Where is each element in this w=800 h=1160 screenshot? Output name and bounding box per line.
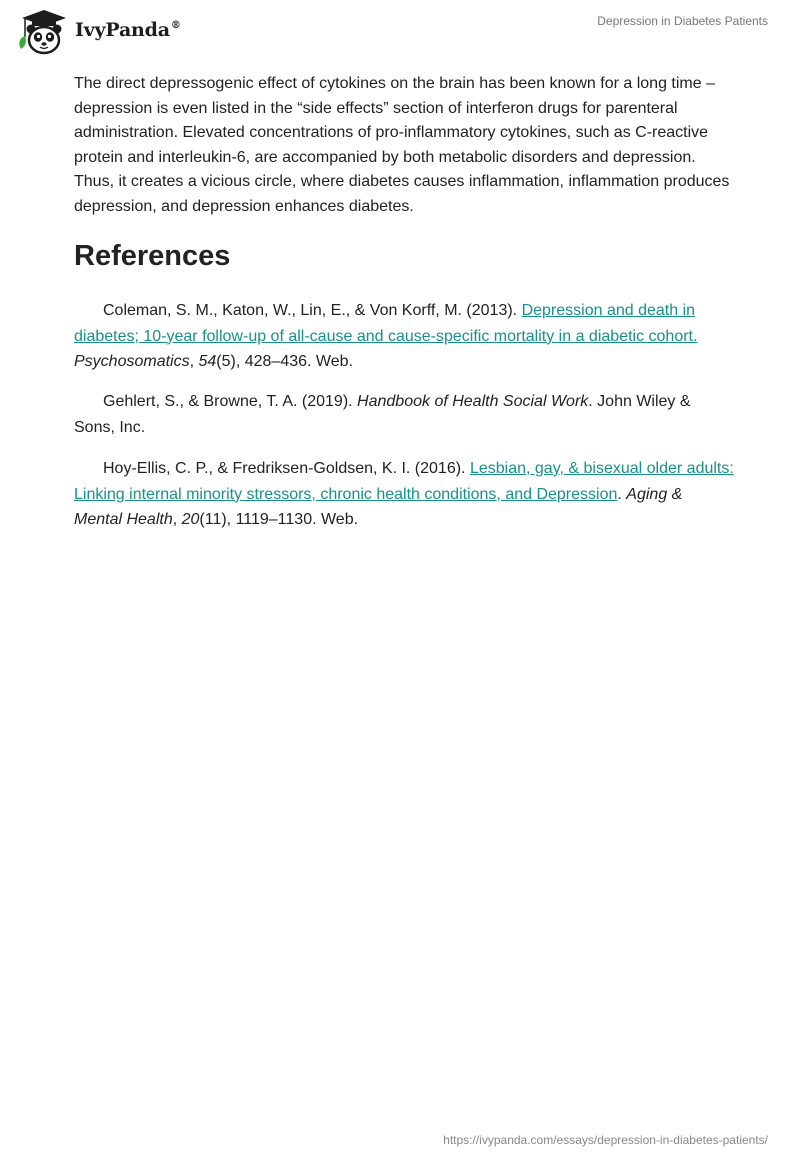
body-paragraph: The direct depressogenic effect of cytokines on the brain has been known for a long time – depression is even listed in the “side effects” section of interferon drugs for parenteral administration. Elevated concentrations of pro-inflammatory cytokines, such as C-reactive protein and interleukin-6, are accompanied by both metabolic disorders and depression. Thus, it creates a vicious circle, where diabetes causes inflammation, inflammation produces depression, and depression enhances diabetes. [74,75,730,215]
reference-title-link[interactable]: Depression and death in diabetes; 10-year follow-up of all-cause and cause-specific mortality in a diabetic cohort. [74,302,698,345]
reference-publisher: . John Wiley & Sons, Inc. [74,393,691,436]
reference-item: Hoy-Ellis, C. P., & Fredriksen-Goldsen, K. I. (2016). Lesbian, gay, & bisexual older adults: Linking internal minority stressors, chronic health conditions, and Depression. Aging & Mental Health, 20(11), 1119–1130. Web. [74,460,734,528]
reference-title-link[interactable]: Lesbian, gay, & bisexual older adults: Linking internal minority stressors, chronic health conditions, and Depression [74,460,734,503]
ivypanda-logo[interactable] [14,8,181,54]
reference-item [74,389,734,440]
brand-name [75,19,181,41]
panda-graduate-icon [14,7,72,55]
reference-issue-pages: (5), 428–436. Web. [216,353,353,370]
reference-item: Coleman, S. M., Katon, W., Lin, E., & Von Korff, M. (2013). Depression and death in diabetes; 10-year follow-up of all-cause and cause-specific mortality in a diabetic cohort. Psychosomatics, 54(5), 428–436. Web. [74,302,698,370]
reference-issue-pages: (11), 1119–1130. Web. [199,511,359,528]
reference-journal: Psychosomatics [74,353,190,370]
footer-source-url[interactable]: https://ivypanda.com/essays/depression-in-diabetes-patients/ [443,1133,768,1147]
reference-volume: 20 [181,511,200,528]
registered-mark: ® [170,20,181,31]
reference-link-end: . [617,485,622,503]
brand-name-text: IvyPanda [75,19,170,41]
reference-book-title: Handbook of Health Social Work [357,393,589,410]
reference-authors: Hoy-Ellis, C. P., & Fredriksen-Goldsen, K. I. (2016). [103,460,470,477]
references-heading: References [74,240,231,272]
reference-authors: Gehlert, S., & Browne, T. A. (2019). [103,393,358,410]
document-title: Depression in Diabetes Patients [597,14,768,28]
reference-volume: 54 [198,353,217,370]
page-header [0,0,800,60]
reference-authors: Coleman, S. M., Katon, W., Lin, E., & Von Korff, M. (2013). [103,302,522,319]
reference-journal: Aging & Mental Health [74,485,683,528]
